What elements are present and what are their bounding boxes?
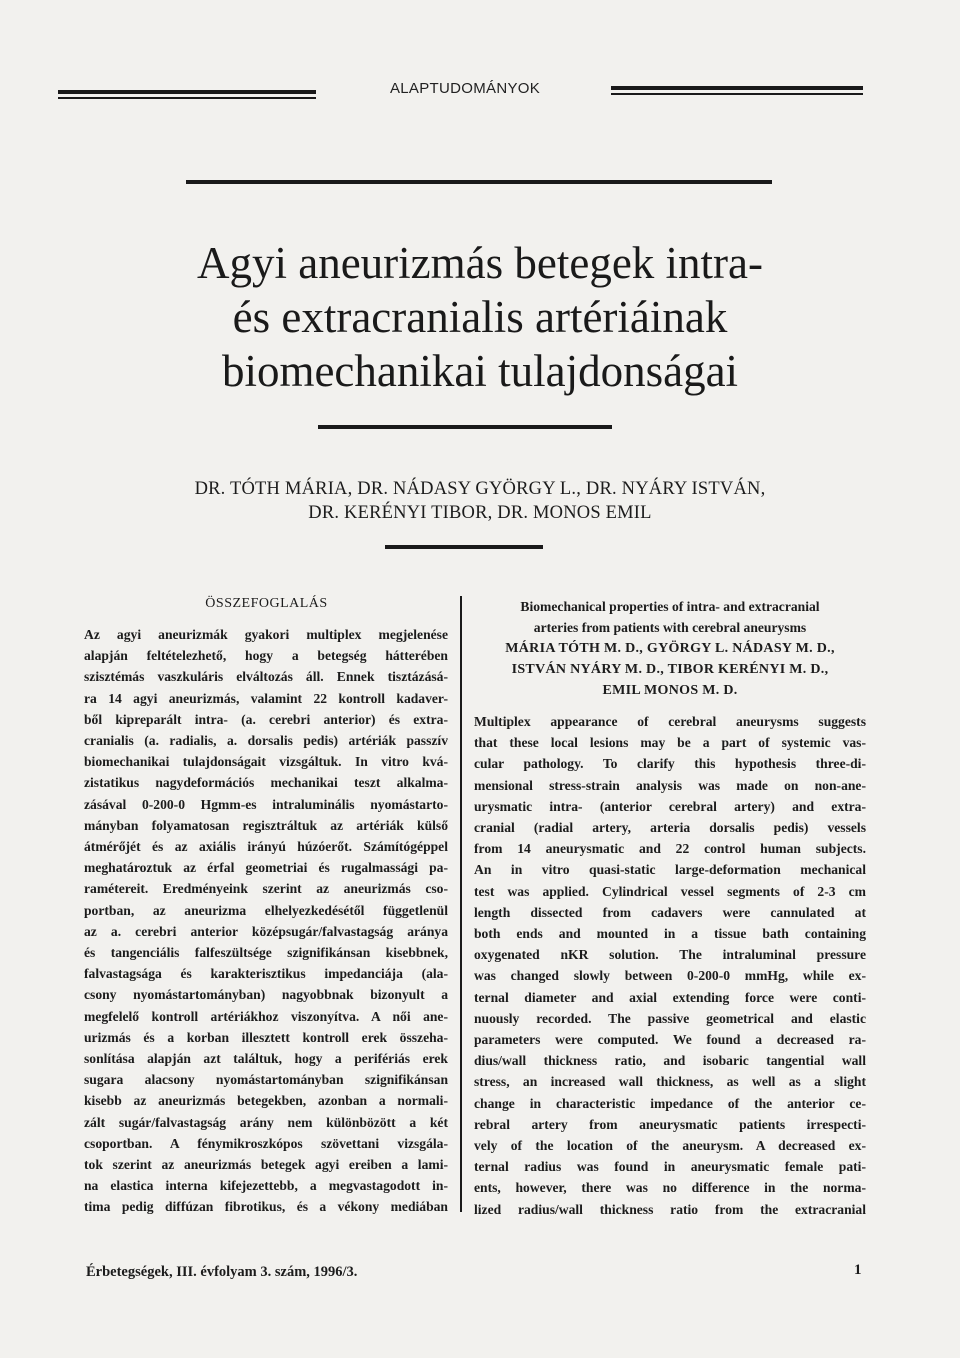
text-line: dius/wall thickness ratio, and isobaric tangential wall [474,1053,866,1069]
text-line: that these local lesions may be a part of systemic vas- [474,735,866,751]
english-author-line: EMIL MONOS M. D. [602,683,738,698]
text-line: falvastagsága és karakterisztikus impedanciája (ala- [84,966,448,982]
text-line: An in vitro quasi-static large-deformation mechanical [474,862,866,878]
text-line: cranial (radial artery, arteria dorsalis pedis) vessels [474,820,866,836]
english-abstract-text [474,711,866,1220]
text-line: átmérőjét és az axiális irányú húzóerőt. Számítógéppel [84,839,448,855]
english-heading [474,596,866,701]
text-line: Multiplex appearance of cerebral aneurysms suggests [474,714,866,729]
header-rule-right-thick [611,86,863,90]
text-line: change in characteristic impedance of the anterior ce- [474,1095,866,1111]
text-line: vely of the location of the aneurysm. A decreased ex- [474,1138,866,1154]
text-line: test was applied. Cylindrical vessel segments of 2-3 cm [474,883,866,899]
text-line: both ends and mounted in a tissue bath containing [474,926,866,942]
title-line: Agyi aneurizmás betegek intra- [196,238,763,288]
text-line: alapján feltételezhető, hogy a betegség hátterében [84,648,448,664]
text-line: Az agyi aneurizmák gyakori multiplex megjelenése [84,627,448,642]
journal-citation: Érbetegségek, III. évfolyam 3. szám, 1996/3. [86,1264,358,1280]
text-line: sugara alacsony nyomástartományban szignifikánsan [84,1072,448,1088]
text-line: ternal diameter and axial extending force were conti- [474,989,866,1005]
page-number: 1 [854,1262,862,1278]
text-line: urizmás és a korban illesztett kontroll erek összeha- [84,1029,448,1045]
text-line: mányban folyamatosan regisztráltuk az artériák külső [84,817,448,833]
header-rule-right-thin [611,93,863,95]
header-rule-left-thin [58,97,316,99]
authors-bottom-rule [385,545,543,549]
text-line: portban, az aneurizma elhelyezkedésétől függetlenül [84,902,448,918]
text-line: from 14 aneurysmatic and 22 control human subjects. [474,841,866,857]
summary-heading: ÖSSZEFOGLALÁS [205,596,328,611]
text-line: meghatároztuk az érfal geometriai és rugalmassági pa- [84,860,448,876]
authors-line: DR. TÓTH MÁRIA, DR. NÁDASY GYÖRGY L., DR. NYÁRY ISTVÁN, [194,479,766,499]
section-label: ALAPTUDOMÁNYOK [389,80,541,97]
english-author-line: MÁRIA TÓTH M. D., GYÖRGY L. NÁDASY M. D., [505,641,835,656]
title-line: biomechanikai tulajdonságai [221,346,739,396]
english-title-line: arteries from patients with cerebral aneurysms [533,620,807,635]
header-rule-left-thick [58,90,316,94]
text-line: ből kipreparált intra- (a. cerebri anterior) és extra- [84,711,448,727]
text-line: cranialis (a. radialis, a. dorsalis pedis) artériák passzív [84,733,448,749]
title-top-rule [186,180,772,184]
text-line: urysmatic intra- (anterior cerebral artery) and extra- [474,798,866,814]
title-line: és extracranialis artériáinak [232,292,728,342]
text-line: length dissected from cadavers were cannulated at [474,904,866,920]
text-line: stress, an increased wall thickness, as well as a slight [474,1074,866,1090]
text-line: ra 14 agyi aneurizmás, valamint 22 kontroll kadaver- [84,690,448,706]
text-line: parameters were computed. We found a decreased ra- [474,1032,866,1048]
text-line: cular pathology. To clarify this hypothesis three-di- [474,756,866,772]
text-line: oxygenated nKR solution. The intraluminal pressure [474,947,866,963]
text-line: kisebb az aneurizmás betegekben, azonban a normali- [84,1093,448,1109]
text-line: sonlítása alapján azt találtuk, hogy a perifériás erek [84,1051,448,1067]
text-line: ents, however, there was no difference in the norma- [474,1180,866,1196]
text-line: megfelelő kontroll artériákhoz viszonyítva. A női ane- [84,1008,448,1024]
text-line: biomechanikai tulajdonságait vizsgáltuk. In vitro kvá- [84,754,448,770]
english-title-line: Biomechanical properties of intra- and extracranial [520,599,820,614]
text-line: tima pedig diffúzan fibrotikus, és a vékony mediában [84,1199,448,1215]
english-author-line: ISTVÁN NYÁRY M. D., TIBOR KERÉNYI M. D., [511,662,829,677]
text-line: szisztémás vaszkuláris elváltozás áll. Ennek tisztázásá- [84,669,448,685]
text-line: na elastica interna kifejezettebb, a megvastagodott in- [84,1178,448,1194]
text-line: ramétereit. Eredményeink szerint az aneurizmás cso- [84,881,448,897]
column-divider [460,596,462,1212]
text-line: mensional stress-strain analysis was made on non-ane- [474,777,866,793]
summary-text [84,624,448,1218]
text-line: nuously recorded. The passive geometrical and elastic [474,1010,866,1026]
text-line: tok szerint az aneurizmás betegek agyi ereiben a lami- [84,1157,448,1173]
article-title [90,236,870,398]
text-line: és tangenciális falfeszültsége szignifikánsan kisebbnek, [84,945,448,961]
text-line: csoportban. A fénymikroszkópos szövettani vizsgála- [84,1135,448,1151]
text-line: csony nyomástartományban) nagyobbnak bizonyult a [84,987,448,1003]
authors [110,477,850,525]
text-line: zásával 0-200-0 Hgmm-es intraluminális nyomástarto- [84,796,448,812]
text-line: zált sugár/falvastagság arány nem különbözött a két [84,1114,448,1130]
authors-line: DR. KERÉNYI TIBOR, DR. MONOS EMIL [308,503,652,523]
text-line: az a. cerebri anterior középsugár/falvastagság aránya [84,923,448,939]
text-line: was changed slowly between 0-200-0 mmHg, while ex- [474,968,866,984]
title-bottom-rule [318,425,612,429]
text-line: lized radius/wall thickness ratio from the extracranial [474,1201,866,1217]
text-line: rebral artery from aneurysmatic patients irrespecti- [474,1116,866,1132]
text-line: zistatikus nagydeformációs mechanikai teszt alkalma- [84,775,448,791]
text-line: ternal radius was found in aneurysmatic female pati- [474,1159,866,1175]
